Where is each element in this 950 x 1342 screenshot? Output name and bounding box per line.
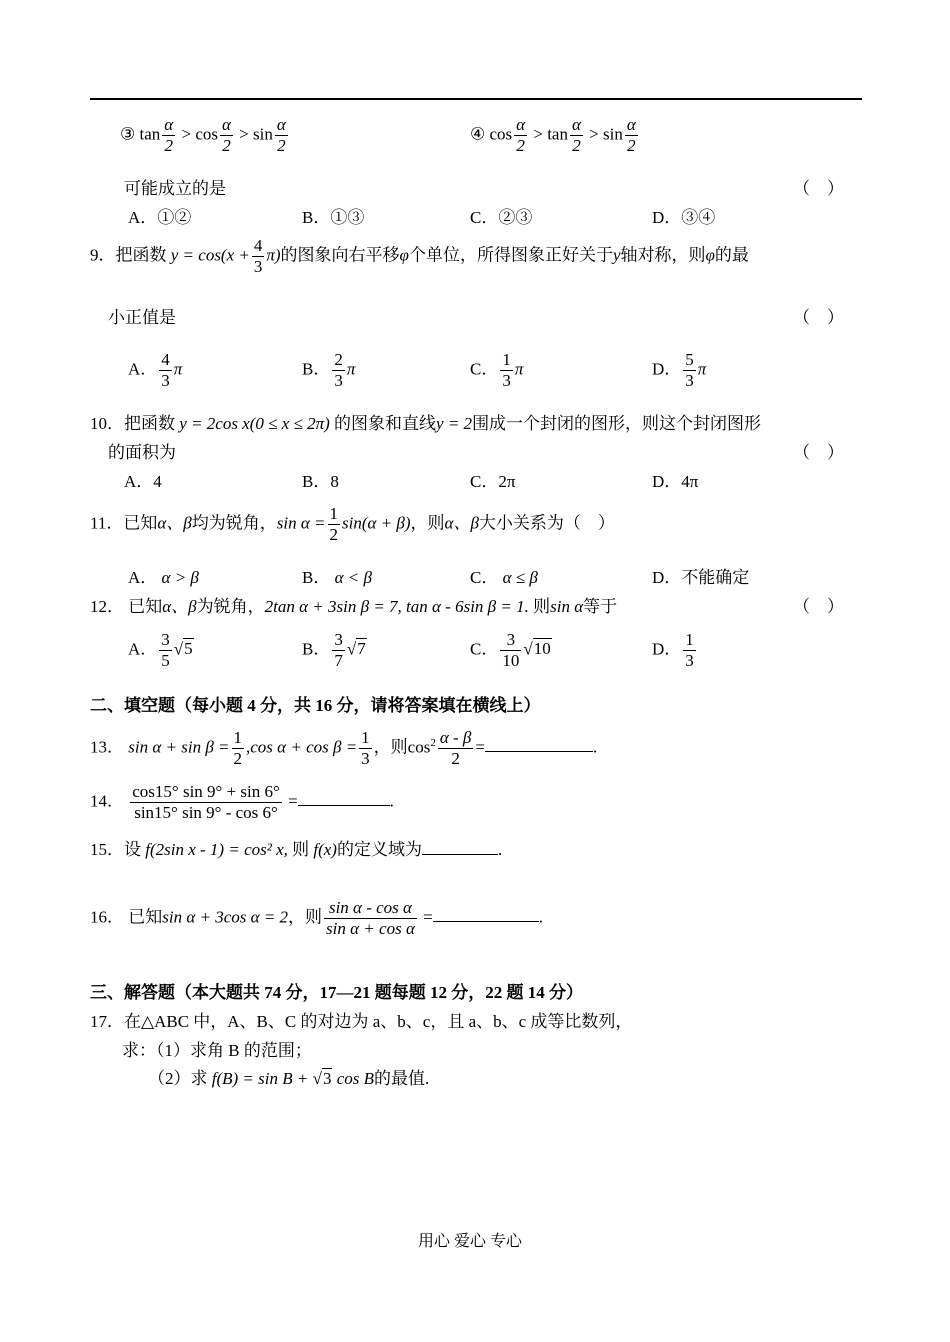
q11-option-c: C． α ≤ β	[470, 568, 538, 587]
q14-answer-blank[interactable]	[298, 805, 390, 806]
q12-stem: 12． 已知α、β为锐角，2tan α + 3sin β = 7, tan α - 6sin β = 1. 则sin α等于	[90, 597, 618, 616]
section-2-title: 二、填空题（每小题 4 分，共 16 分，请将答案填在横线上）	[90, 696, 541, 715]
q14-stem: 14． $\frac{\cos 15^\circ \sin 9^\circ + \sin 6^\circ}{\sin 15^\circ \sin 9^\circ - \cos 6^\circ}$ = .	[90, 782, 394, 822]
q11-option-d: D．不能确定	[652, 568, 750, 587]
q10-stem-line2: 的面积为	[108, 443, 176, 462]
q10-option-a: A．4	[124, 472, 162, 491]
q8-answer-paren: （ ）	[793, 179, 844, 198]
q9-stem-line2: 小正值是	[108, 308, 176, 327]
page-footer: 用心 爱心 专心	[418, 1233, 523, 1250]
q8-prompt: 可能成立的是	[124, 179, 226, 198]
q9-option-a: A． $\frac{4}{3}$ π	[128, 350, 183, 390]
section-3-title: 三、解答题（本大题共 74 分，17—21 题每题 12 分，22 题 14 分）	[90, 983, 583, 1002]
q11-stem: 11．已知α、β均为锐角，sin α = $\frac{1}{2}$ sin(α + β)，则α、β大小关系为（ ）	[90, 504, 615, 544]
q9-option-d: D． $\frac{5}{3}$ π	[652, 350, 707, 390]
q17-line1: 17．在△ABC 中，A、B、C 的对边为 a、b、c，且 a、b、c 成等比数列，	[90, 1012, 633, 1031]
q8-option-a: A．①②	[128, 208, 192, 227]
q10-option-c: C．2π	[470, 472, 516, 491]
q8-item-4: ④ cos $\frac{\alpha}{2}$ > tan $\frac{\alpha}{2}$ > sin $\frac{\alpha}{2}$	[470, 115, 636, 155]
q8-option-b: B．①③	[302, 208, 365, 227]
q17-line3: （2）求 f(B) = sin B + √3 cos B的最值.	[148, 1069, 430, 1088]
q12-answer-paren: （ ）	[793, 597, 844, 616]
q15-answer-blank[interactable]	[422, 854, 498, 855]
q12-option-b: B． $\frac{3}{7}$ √7	[302, 630, 366, 670]
q11-option-a: A． α > β	[128, 568, 199, 587]
q10-stem: 10．把函数 y = 2cos x(0 ≤ x ≤ 2π) 的图象和直线y = 2围成一个封闭的图形，则这个封闭图形	[90, 414, 762, 433]
q12-option-a: A． $\frac{3}{5}$ √5	[128, 630, 193, 670]
q12-option-c: C． $\frac{3}{10}$ √10	[470, 630, 551, 670]
q16-stem: 16． 已知sin α + 3cos α = 2，则 $\frac{\text{sin α - cos α}}{\text{sin α + cos α}}$ = .	[90, 898, 543, 938]
q8-item-3: ③ tan $\frac{\alpha}{2}$ > cos $\frac{\alpha}{2}$ > sin $\frac{\alpha}{2}$	[120, 115, 286, 155]
q16-answer-blank[interactable]	[433, 921, 539, 922]
q9-option-c: C． $\frac{1}{3}$ π	[470, 350, 524, 390]
q12-option-d: D． $\frac{1}{3}$	[652, 630, 694, 670]
q10-answer-paren: （ ）	[793, 443, 844, 462]
q10-option-d: D．4π	[652, 472, 699, 491]
q10-option-b: B．8	[302, 472, 339, 491]
q8-option-c: C．②③	[470, 208, 533, 227]
q9-answer-paren: （ ）	[793, 308, 844, 327]
q9-option-b: B． $\frac{2}{3}$ π	[302, 350, 356, 390]
q8-option-d: D．③④	[652, 208, 716, 227]
header-rule	[90, 98, 862, 100]
q9-stem: 9．把函数 y = cos(x + $\frac{4}{3}$ π)的图象向右平移φ个单位，所得图象正好关于y轴对称，则φ的最	[90, 236, 749, 276]
q13-stem: 13． sin α + sin β = $\frac{1}{2}$ ,cos α + cos β = $\frac{1}{3}$ ，则$\cos^2$ $\frac{\alpha - \beta}{2}$ = .	[90, 728, 598, 768]
q13-answer-blank[interactable]	[485, 751, 593, 752]
q17-line2: 求：（1）求角 B 的范围；	[122, 1041, 312, 1060]
q15-stem: 15．设 f(2sin x - 1) = cos² x, 则 f(x)的定义域为 .	[90, 840, 503, 859]
q11-option-b: B． α < β	[302, 568, 372, 587]
